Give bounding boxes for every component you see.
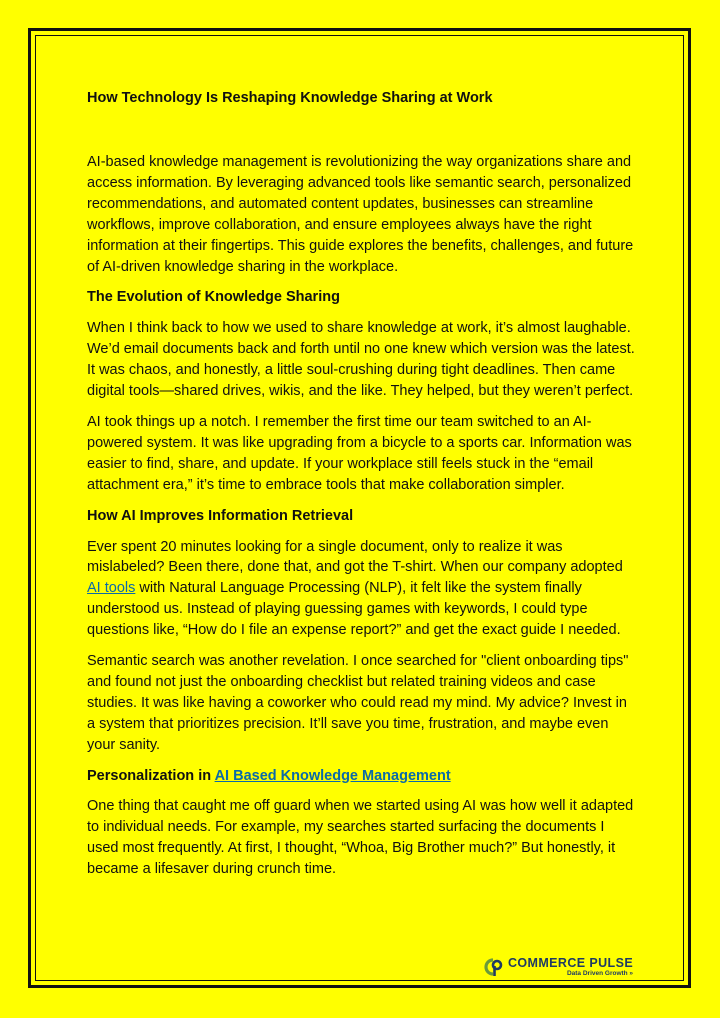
page-title: How Technology Is Reshaping Knowledge Sharing at Work xyxy=(87,90,493,106)
section-heading-retrieval: How AI Improves Information Retrieval xyxy=(87,507,354,524)
logo-text xyxy=(508,957,633,978)
personalization-heading-text: Personalization in xyxy=(87,767,215,784)
retrieval-text-after-link: with Natural Language Processing (NLP), it felt like the system finally understood us. Instead of playing guessing games with keywords, I could type questions like, “How do I file an expense report?” and get the exact guide I needed. xyxy=(87,580,621,639)
retrieval-paragraph-2: Semantic search was another revelation. I once searched for "client onboarding tips" and found not just the onboarding checklist but related training videos and case studies. It was like having a coworker who could read my mind. My advice? Invest in a system that prioritizes precision. It’ll save you time, frustration, and maybe even your sanity. xyxy=(87,653,629,753)
section-heading-evolution: The Evolution of Knowledge Sharing xyxy=(87,289,340,306)
section-heading-personalization xyxy=(87,766,635,787)
personalization-paragraph-1: One thing that caught me off guard when we started using AI was how well it adapted to individual needs. For example, my searches started surfacing the documents I used most frequently. At first, I thought, “Whoa, Big Brother much?” But honestly, it became a lifesaver during crunch time. xyxy=(87,798,634,878)
logo-tagline: Data Driven Growth » xyxy=(566,969,634,977)
retrieval-text-before-link: Ever spent 20 minutes looking for a single document, only to realize it was mislabeled? Been there, done that, and got the T-shirt. When our company adopted xyxy=(87,538,623,576)
document-body xyxy=(87,88,635,880)
intro-paragraph: AI-based knowledge management is revolutionizing the way organizations share and access information. By leveraging advanced tools like semantic search, personalized recommendations, and automated content updates, businesses can streamline workflows, improve collaboration, and ensure employees always have the right information at their fingertips. This guide explores the benefits, challenges, and future of AI-driven knowledge sharing in the workplace. xyxy=(87,154,634,275)
evolution-paragraph-2: AI took things up a notch. I remember the first time our team switched to an AI-powered system. It was like upgrading from a bicycle to a sports car. Information was easier to find, share, and update. If your workplace still feels stuck in the “email attachment era,” it’s time to embrace tools that make collaboration simpler. xyxy=(87,413,632,493)
cp-monogram-icon xyxy=(483,957,505,977)
logo-brand-name: COMMERCE PULSE xyxy=(508,955,634,970)
ai-knowledge-management-link[interactable]: AI Based Knowledge Management xyxy=(214,767,451,784)
ai-tools-link[interactable]: AI tools xyxy=(87,580,136,597)
commerce-pulse-logo xyxy=(483,955,635,979)
evolution-paragraph-1: When I think back to how we used to share knowledge at work, it’s almost laughable. We’d email documents back and forth until no one knew which version was the latest. It was chaos, and honestly, a little soul-crushing during tight deadlines. Then came digital tools—shared drives, wikis, and the like. They helped, but they weren’t perfect. xyxy=(87,320,635,400)
retrieval-paragraph-1 xyxy=(87,537,635,642)
